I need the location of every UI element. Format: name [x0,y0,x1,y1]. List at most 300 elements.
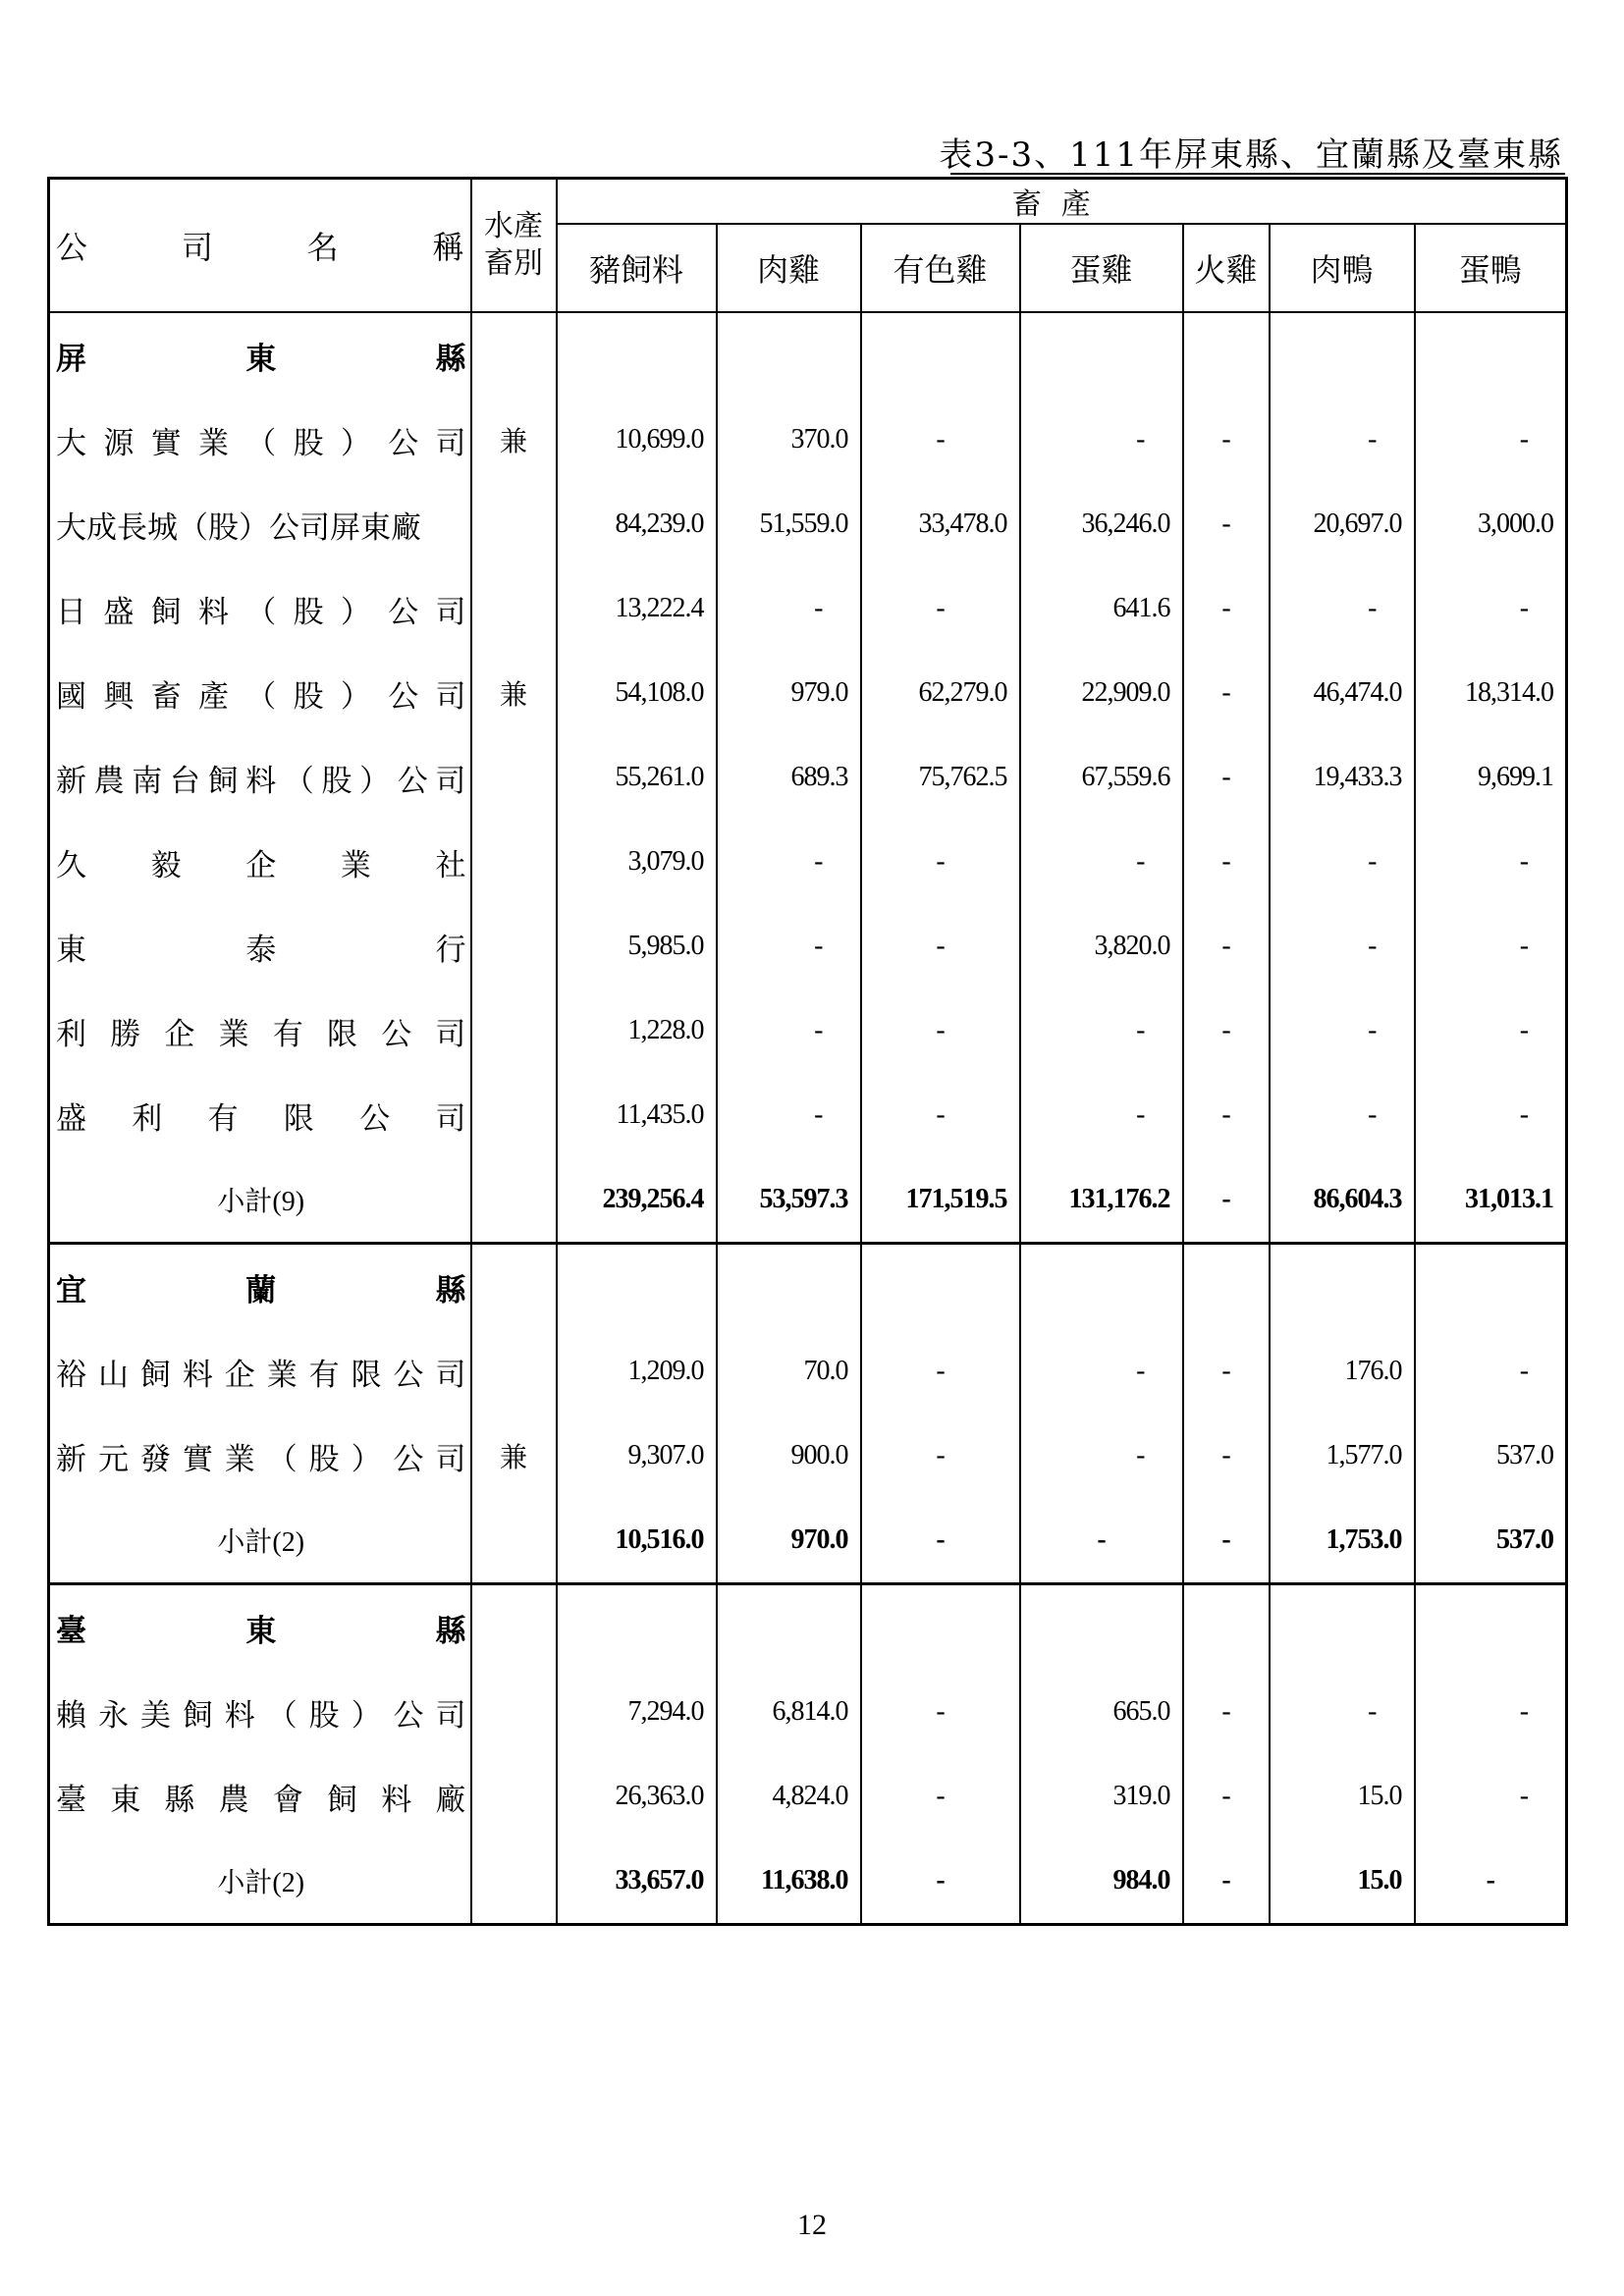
value-cell: 36,246.0 [1020,482,1183,566]
value-cell: - [717,904,861,988]
company-char: ） [351,1697,382,1734]
company-name [49,1670,471,1754]
value-cell: - [1270,1073,1415,1157]
company-char: 台 [169,763,200,799]
value-cell: 1,209.0 [557,1329,717,1414]
company-char: 有 [308,1357,340,1393]
county-name [49,1244,471,1330]
value-cell: - [1415,398,1567,482]
county-char: 屏 [56,341,86,377]
value-cell: - [1183,482,1270,566]
company-name [49,1754,471,1839]
value-cell: 641.6 [1020,566,1183,651]
company-char: （ [245,425,277,461]
company-char: 料 [182,1357,213,1393]
company-char: 業 [266,1357,298,1393]
company-char: 公 [393,1357,424,1393]
company-name [49,651,471,735]
company-char: （ [266,1441,298,1477]
company-char: 山 [97,1357,129,1393]
company-char: 東 [110,1782,141,1818]
value-cell: - [1415,904,1567,988]
empty-cell [861,1244,1020,1330]
table-row [49,735,1567,820]
county-char: 縣 [435,341,466,377]
county-char: 蘭 [245,1272,277,1308]
company-char: 司 [435,1016,466,1052]
company-char: 限 [351,1357,382,1393]
company-char: 業 [340,847,371,883]
company-char: 南 [132,763,163,799]
county-char: 東 [245,341,277,377]
table-row [49,820,1567,904]
value-cell: 537.0 [1415,1414,1567,1498]
company-char: 產 [197,678,229,715]
company-char: 公 [397,763,428,799]
company-name [49,566,471,651]
value-cell: - [1270,988,1415,1073]
value-cell: 22,909.0 [1020,651,1183,735]
company-name [49,735,471,820]
company-char: ） [359,763,391,799]
value-cell: 11,435.0 [557,1073,717,1157]
value-cell: 62,279.0 [861,651,1020,735]
value-cell: - [1415,1670,1567,1754]
value-cell: - [1020,820,1183,904]
value-cell: - [1020,1414,1183,1498]
value-cell: 131,176.2 [1020,1157,1183,1244]
company-char: 股 [308,1697,340,1734]
header-col-5: 肉鴨 [1270,224,1415,312]
type-cell [471,1073,557,1157]
table-row [49,904,1567,988]
value-cell: - [1183,398,1270,482]
county-name [49,312,471,398]
company-char: 企 [224,1357,255,1393]
value-cell: 176.0 [1270,1329,1415,1414]
company-char: 司 [435,1357,466,1393]
value-cell: 970.0 [717,1498,861,1584]
table-row [49,1670,1567,1754]
value-cell: 10,516.0 [557,1498,717,1584]
company-char: ） [351,1441,382,1477]
type-cell [471,988,557,1073]
company-char: 日 [56,594,86,630]
empty-cell [557,1584,717,1671]
value-cell: 33,657.0 [557,1839,717,1925]
table-row [49,1329,1567,1414]
subtotal-row [49,1839,1567,1925]
company-char: 縣 [164,1782,195,1818]
company-char: 源 [103,425,135,461]
table-row [49,1414,1567,1498]
company-char: 發 [139,1441,171,1477]
company-char: 公 [393,1697,424,1734]
value-cell: 75,762.5 [861,735,1020,820]
value-cell: - [717,566,861,651]
company-name [49,1414,471,1498]
company-char: ） [340,425,371,461]
empty-cell [1415,1244,1567,1330]
value-cell: - [1183,904,1270,988]
company-char: 飼 [327,1782,358,1818]
value-cell: 1,753.0 [1270,1498,1415,1584]
company-char: 料 [381,1782,412,1818]
value-cell: - [1415,1329,1567,1414]
value-cell: 51,559.0 [717,482,861,566]
value-cell: 3,000.0 [1415,482,1567,566]
value-cell: 239,256.4 [557,1157,717,1244]
value-cell: - [1020,398,1183,482]
value-cell: 31,013.1 [1415,1157,1567,1244]
company-char: 公 [393,1441,424,1477]
company-char: 公 [388,678,419,715]
header-col-6: 蛋鴨 [1415,224,1567,312]
value-cell: 665.0 [1020,1670,1183,1754]
empty-cell [1270,312,1415,398]
value-cell: - [861,988,1020,1073]
feed-production-table [47,177,1568,1926]
value-cell: - [1183,1839,1270,1925]
value-cell: - [1183,988,1270,1073]
empty-cell [717,312,861,398]
company-char: 有 [207,1100,239,1137]
header-type: 水產 畜別 [471,179,557,313]
type-cell: 兼 [471,651,557,735]
table-title: 表3-3、111年屏東縣、宜蘭縣及臺東縣 [939,135,1563,175]
county-row [49,1244,1567,1330]
value-cell: - [717,988,861,1073]
page-number: 12 [797,2209,827,2241]
value-cell: - [861,1498,1020,1584]
value-cell: - [1020,1498,1183,1584]
value-cell: - [861,1754,1020,1839]
company-char: 大成長城（股）公司屏東廠 [56,509,421,546]
company-char: 公 [381,1016,412,1052]
value-cell: - [1020,988,1183,1073]
empty-cell [471,1157,557,1244]
value-cell: 53,597.3 [717,1157,861,1244]
subtotal-row [49,1498,1567,1584]
company-char: 永 [97,1697,129,1734]
county-char: 臺 [56,1613,86,1649]
company-char: 飼 [207,763,239,799]
value-cell: 13,222.4 [557,566,717,651]
value-cell: - [861,904,1020,988]
company-char: 大 [56,425,86,461]
empty-cell [1183,312,1270,398]
county-char: 縣 [435,1613,466,1649]
value-cell: 54,108.0 [557,651,717,735]
company-char: 畜 [150,678,182,715]
value-cell: - [717,1073,861,1157]
empty-cell [471,1839,557,1925]
company-char: 公 [388,425,419,461]
empty-cell [861,312,1020,398]
company-char: 公 [359,1100,391,1137]
table-row [49,988,1567,1073]
value-cell: - [1270,904,1415,988]
table-row [49,398,1567,482]
value-cell: - [1415,1754,1567,1839]
county-char: 縣 [435,1272,466,1308]
header-company-char: 公 [56,229,88,266]
type-cell [471,735,557,820]
empty-cell [471,1498,557,1584]
company-char: 盛 [103,594,135,630]
company-char: 業 [218,1016,249,1052]
value-cell: - [1183,735,1270,820]
county-name [49,1584,471,1671]
value-cell: - [1415,820,1567,904]
value-cell: 15.0 [1270,1754,1415,1839]
value-cell: 11,638.0 [717,1839,861,1925]
title-underline [950,173,1565,175]
table-row [49,566,1567,651]
type-cell [471,820,557,904]
company-char: 臺 [56,1782,86,1818]
value-cell: 9,699.1 [1415,735,1567,820]
value-cell: - [1183,1670,1270,1754]
value-cell: 1,228.0 [557,988,717,1073]
value-cell: 1,577.0 [1270,1414,1415,1498]
value-cell: 67,559.6 [1020,735,1183,820]
value-cell: - [1415,1073,1567,1157]
value-cell: 10,699.0 [557,398,717,482]
company-char: 業 [224,1441,255,1477]
company-char: 盛 [56,1100,86,1137]
value-cell: - [1270,1670,1415,1754]
company-char: 農 [93,763,125,799]
company-char: 料 [197,594,229,630]
value-cell: 3,820.0 [1020,904,1183,988]
company-name [49,820,471,904]
value-cell: - [1183,651,1270,735]
header-col-3: 蛋雞 [1020,224,1183,312]
header-col-4: 火雞 [1183,224,1270,312]
value-cell: 5,985.0 [557,904,717,988]
company-char: 料 [245,763,277,799]
company-char: 美 [139,1697,171,1734]
company-char: ） [340,678,371,715]
value-cell: - [1270,820,1415,904]
company-char: 裕 [56,1357,86,1393]
value-cell: - [1183,1329,1270,1414]
company-char: ） [340,594,371,630]
company-char: 限 [327,1016,358,1052]
empty-cell [557,312,717,398]
empty-cell [1270,1244,1415,1330]
value-cell: 18,314.0 [1415,651,1567,735]
value-cell: 9,307.0 [557,1414,717,1498]
value-cell: - [861,398,1020,482]
value-cell: 979.0 [717,651,861,735]
header-col-0: 豬飼料 [557,224,717,312]
company-char: 元 [97,1441,129,1477]
value-cell: 55,261.0 [557,735,717,820]
value-cell: 20,697.0 [1270,482,1415,566]
company-char: 飼 [182,1697,213,1734]
company-name [49,904,471,988]
company-name [49,482,471,566]
value-cell: - [1183,1073,1270,1157]
company-char: 企 [245,847,277,883]
value-cell: - [1020,1073,1183,1157]
company-char: 毅 [150,847,182,883]
empty-cell [471,312,557,398]
empty-cell [861,1584,1020,1671]
value-cell: - [861,820,1020,904]
value-cell: - [1183,1498,1270,1584]
empty-cell [717,1584,861,1671]
empty-cell [1020,1244,1183,1330]
empty-cell [1183,1584,1270,1671]
value-cell: 15.0 [1270,1839,1415,1925]
type-cell [471,1670,557,1754]
empty-cell [471,1244,557,1330]
company-char: 興 [103,678,135,715]
empty-cell [557,1244,717,1330]
value-cell: - [1270,566,1415,651]
subtotal-label: 小計(2) [49,1839,471,1925]
value-cell: 537.0 [1415,1498,1567,1584]
empty-cell [717,1244,861,1330]
value-cell: - [1183,566,1270,651]
value-cell: - [1020,1329,1183,1414]
value-cell: 319.0 [1020,1754,1183,1839]
value-cell: 19,433.3 [1270,735,1415,820]
header-company-char: 名 [306,229,339,266]
value-cell: 6,814.0 [717,1670,861,1754]
company-name [49,1073,471,1157]
table-row [49,1754,1567,1839]
company-char: 新 [56,1441,86,1477]
empty-cell [1415,1584,1567,1671]
company-char: 泰 [245,932,277,968]
company-char: （ [283,763,314,799]
company-char: 企 [164,1016,195,1052]
county-row [49,312,1567,398]
company-char: 股 [293,678,324,715]
value-cell: - [1183,820,1270,904]
company-char: 新 [56,763,86,799]
table-row [49,651,1567,735]
company-char: 股 [308,1441,340,1477]
company-char: 股 [321,763,352,799]
company-char: 賴 [56,1697,86,1734]
company-char: 利 [56,1016,86,1052]
value-cell: 3,079.0 [557,820,717,904]
company-char: 業 [197,425,229,461]
county-row [49,1584,1567,1671]
company-char: 廠 [435,1782,466,1818]
company-char: 司 [435,594,466,630]
value-cell: - [1183,1157,1270,1244]
table-row [49,482,1567,566]
company-char: 會 [272,1782,303,1818]
company-char: 東 [56,932,86,968]
empty-cell [1415,312,1567,398]
company-char: 股 [293,594,324,630]
value-cell: - [717,820,861,904]
value-cell: - [1415,566,1567,651]
subtotal-label: 小計(9) [49,1157,471,1244]
value-cell: 370.0 [717,398,861,482]
header-company-char: 司 [181,229,213,266]
value-cell: - [1415,988,1567,1073]
company-char: （ [266,1697,298,1734]
empty-cell [1183,1244,1270,1330]
value-cell: 26,363.0 [557,1754,717,1839]
company-char: 國 [56,678,86,715]
company-char: 久 [56,847,86,883]
type-cell: 兼 [471,1414,557,1498]
value-cell: - [861,1414,1020,1498]
company-char: （ [245,594,277,630]
empty-cell [471,1584,557,1671]
company-char: 司 [435,1697,466,1734]
type-cell [471,904,557,988]
company-char: 飼 [150,594,182,630]
value-cell: 33,478.0 [861,482,1020,566]
value-cell: 86,604.3 [1270,1157,1415,1244]
value-cell: - [861,1839,1020,1925]
company-name [49,398,471,482]
type-cell [471,482,557,566]
company-char: 社 [435,847,466,883]
value-cell: 46,474.0 [1270,651,1415,735]
company-char: 公 [388,594,419,630]
company-char: 有 [272,1016,303,1052]
company-char: 勝 [110,1016,141,1052]
value-cell: - [861,566,1020,651]
company-char: 實 [150,425,182,461]
value-cell: - [1183,1414,1270,1498]
company-char: 農 [218,1782,249,1818]
empty-cell [1270,1584,1415,1671]
company-char: 司 [435,678,466,715]
company-char: 料 [224,1697,255,1734]
empty-cell [1020,1584,1183,1671]
value-cell: - [861,1073,1020,1157]
value-cell: - [861,1670,1020,1754]
type-cell [471,566,557,651]
header-company-char: 稱 [432,229,464,266]
value-cell: 984.0 [1020,1839,1183,1925]
type-cell [471,1754,557,1839]
company-char: 司 [435,763,466,799]
header-col-2: 有色雞 [861,224,1020,312]
subtotal-label: 小計(2) [49,1498,471,1584]
table-row [49,1073,1567,1157]
company-char: （ [245,678,277,715]
company-char: 行 [435,932,466,968]
header-group-livestock: 畜產 [557,179,1567,225]
value-cell: 84,239.0 [557,482,717,566]
value-cell: 689.3 [717,735,861,820]
value-cell: - [1270,398,1415,482]
company-char: 限 [283,1100,314,1137]
subtotal-row [49,1157,1567,1244]
value-cell: - [1183,1754,1270,1839]
company-name [49,1329,471,1414]
company-char: 實 [182,1441,213,1477]
value-cell: - [1415,1839,1567,1925]
value-cell: 7,294.0 [557,1670,717,1754]
company-char: 飼 [139,1357,171,1393]
value-cell: - [861,1329,1020,1414]
value-cell: 70.0 [717,1329,861,1414]
